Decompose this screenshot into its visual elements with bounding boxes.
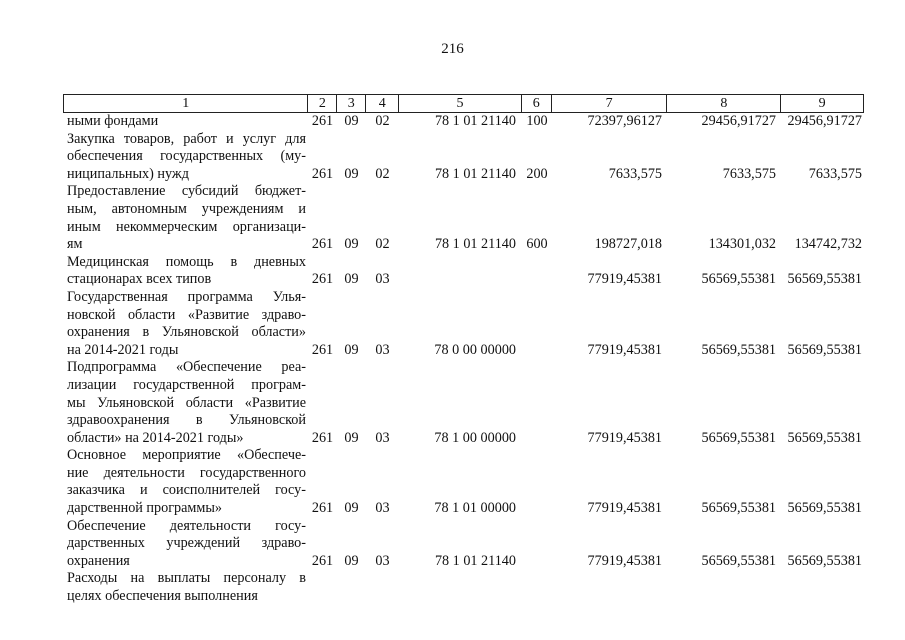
description-line: Государственная программа Улья-	[67, 288, 306, 305]
amount-col-7: 77919,45381	[587, 271, 662, 288]
description-line: области» на 2014-2021 годы»	[67, 429, 244, 446]
section-code: 09	[344, 429, 359, 446]
row-description	[63, 113, 308, 131]
subsection-code: 03	[375, 500, 390, 517]
row-description	[63, 447, 308, 517]
amount-col-9: 56569,55381	[787, 552, 862, 569]
amount-col-7: 77919,45381	[587, 429, 662, 446]
section-code: 09	[344, 500, 359, 517]
table-header	[63, 94, 864, 113]
description-line: дарственной программы»	[67, 500, 223, 517]
ministry-code: 261	[311, 236, 334, 253]
row-description	[63, 254, 308, 289]
amount-col-8: 134301,032	[708, 236, 776, 253]
amount-col-7: 77919,45381	[587, 341, 662, 358]
row-description	[63, 518, 308, 571]
section-code: 09	[344, 165, 359, 182]
ministry-code: 261	[311, 113, 334, 129]
description-line: охранения	[67, 552, 130, 569]
ministry-code: 261	[311, 271, 334, 288]
amount-col-9: 56569,55381	[787, 341, 862, 358]
description-line: Закупка товаров, работ и услуг для	[67, 130, 306, 147]
header-col-1: 1	[64, 95, 308, 112]
ministry-code: 261	[311, 165, 334, 182]
description-line: мы Ульяновской области «Развитие	[67, 394, 306, 411]
table-row	[63, 447, 864, 517]
table-row	[63, 359, 864, 447]
target-article-code: 78 1 00 00000	[434, 429, 516, 446]
subsection-code: 03	[375, 341, 390, 358]
description-line: здравоохранения в Ульяновской	[67, 412, 306, 429]
description-line: заказчика и соисполнителей госу-	[67, 482, 306, 499]
amount-col-9: 134742,732	[794, 236, 862, 253]
description-line: охранения в Ульяновской области»	[67, 324, 306, 341]
section-code: 09	[344, 236, 359, 253]
amount-col-8: 56569,55381	[701, 271, 776, 288]
amount-col-9: 56569,55381	[787, 500, 862, 517]
description-line: ными фондами	[67, 113, 159, 129]
table-row	[63, 131, 864, 184]
amount-col-7: 198727,018	[594, 236, 662, 253]
table-row	[63, 289, 864, 359]
table-row	[63, 254, 864, 289]
ministry-code: 261	[311, 552, 334, 569]
amount-col-9: 56569,55381	[787, 271, 862, 288]
description-line: Предоставление субсидий бюджет-	[67, 183, 306, 200]
section-code: 09	[344, 113, 359, 129]
amount-col-8: 56569,55381	[701, 429, 776, 446]
section-code: 09	[344, 271, 359, 288]
header-col-3: 3	[337, 95, 366, 112]
header-col-4: 4	[366, 95, 399, 112]
description-line: Подпрограмма «Обеспечение реа-	[67, 359, 306, 376]
table-row	[63, 570, 864, 605]
description-line: дарственных учреждений здраво-	[67, 535, 306, 552]
amount-col-7: 77919,45381	[587, 552, 662, 569]
section-code: 09	[344, 341, 359, 358]
description-line: стационарах всех типов	[67, 271, 212, 288]
target-article-code: 78 1 01 21140	[434, 165, 516, 182]
description-line: ным, автономным учреждениям и	[67, 200, 306, 217]
row-description	[63, 359, 308, 447]
amount-col-8: 56569,55381	[701, 552, 776, 569]
description-line: ниципальных) нужд	[67, 165, 189, 182]
subsection-code: 02	[375, 113, 390, 129]
amount-col-9: 7633,575	[808, 165, 862, 182]
expense-type-code: 600	[526, 236, 548, 253]
section-code: 09	[344, 552, 359, 569]
expense-type-code: 200	[526, 165, 548, 182]
description-line: Обеспечение деятельности госу-	[67, 517, 306, 534]
amount-col-9: 56569,55381	[787, 429, 862, 446]
table-row	[63, 518, 864, 571]
header-col-5: 5	[399, 95, 522, 112]
description-line: Медицинская помощь в дневных	[67, 253, 306, 270]
expense-type-code: 100	[526, 113, 548, 129]
amount-col-8: 29456,91727	[701, 113, 776, 129]
header-col-9: 9	[818, 96, 826, 111]
amount-col-8: 56569,55381	[701, 341, 776, 358]
table-row	[63, 183, 864, 253]
header-col-2: 2	[308, 95, 337, 112]
description-line: новской области «Развитие здраво-	[67, 306, 306, 323]
description-line: на 2014-2021 годы	[67, 341, 179, 358]
subsection-code: 03	[375, 271, 390, 288]
table-row	[63, 113, 864, 131]
subsection-code: 02	[375, 236, 390, 253]
description-line: ние деятельности государственного	[67, 464, 306, 481]
amount-col-8: 56569,55381	[701, 500, 776, 517]
description-line: лизации государственной програм-	[67, 376, 306, 393]
header-col-8: 8	[667, 95, 781, 112]
row-description	[63, 131, 308, 184]
subsection-code: 03	[375, 552, 390, 569]
description-line: ям	[67, 236, 83, 253]
amount-col-8: 7633,575	[722, 165, 776, 182]
header-col-7: 7	[552, 95, 668, 112]
header-col-6: 6	[522, 95, 552, 112]
ministry-code: 261	[311, 429, 334, 446]
target-article-code: 78 1 01 21140	[434, 236, 516, 253]
page-number: 216	[441, 41, 464, 57]
amount-col-7: 77919,45381	[587, 500, 662, 517]
target-article-code: 78 1 01 00000	[434, 500, 516, 517]
target-article-code: 78 1 01 21140	[434, 113, 516, 129]
description-line: целях обеспечения выполнения	[67, 588, 258, 605]
description-line: Основное мероприятие «Обеспече-	[67, 447, 306, 464]
description-line: иным некоммерческим организаци-	[67, 218, 306, 235]
ministry-code: 261	[311, 500, 334, 517]
description-line: обеспечения государственных (му-	[67, 148, 306, 165]
description-line: Расходы на выплаты персоналу в	[67, 570, 306, 587]
amount-col-7: 7633,575	[608, 165, 662, 182]
amount-col-9: 29456,91727	[787, 113, 862, 129]
ministry-code: 261	[311, 341, 334, 358]
target-article-code: 78 0 00 00000	[434, 341, 516, 358]
row-description	[63, 289, 308, 359]
target-article-code: 78 1 01 21140	[434, 552, 516, 569]
table-body	[63, 113, 864, 606]
row-description	[63, 570, 308, 605]
amount-col-7: 72397,96127	[587, 113, 662, 129]
row-description	[63, 183, 308, 253]
subsection-code: 02	[375, 165, 390, 182]
subsection-code: 03	[375, 429, 390, 446]
